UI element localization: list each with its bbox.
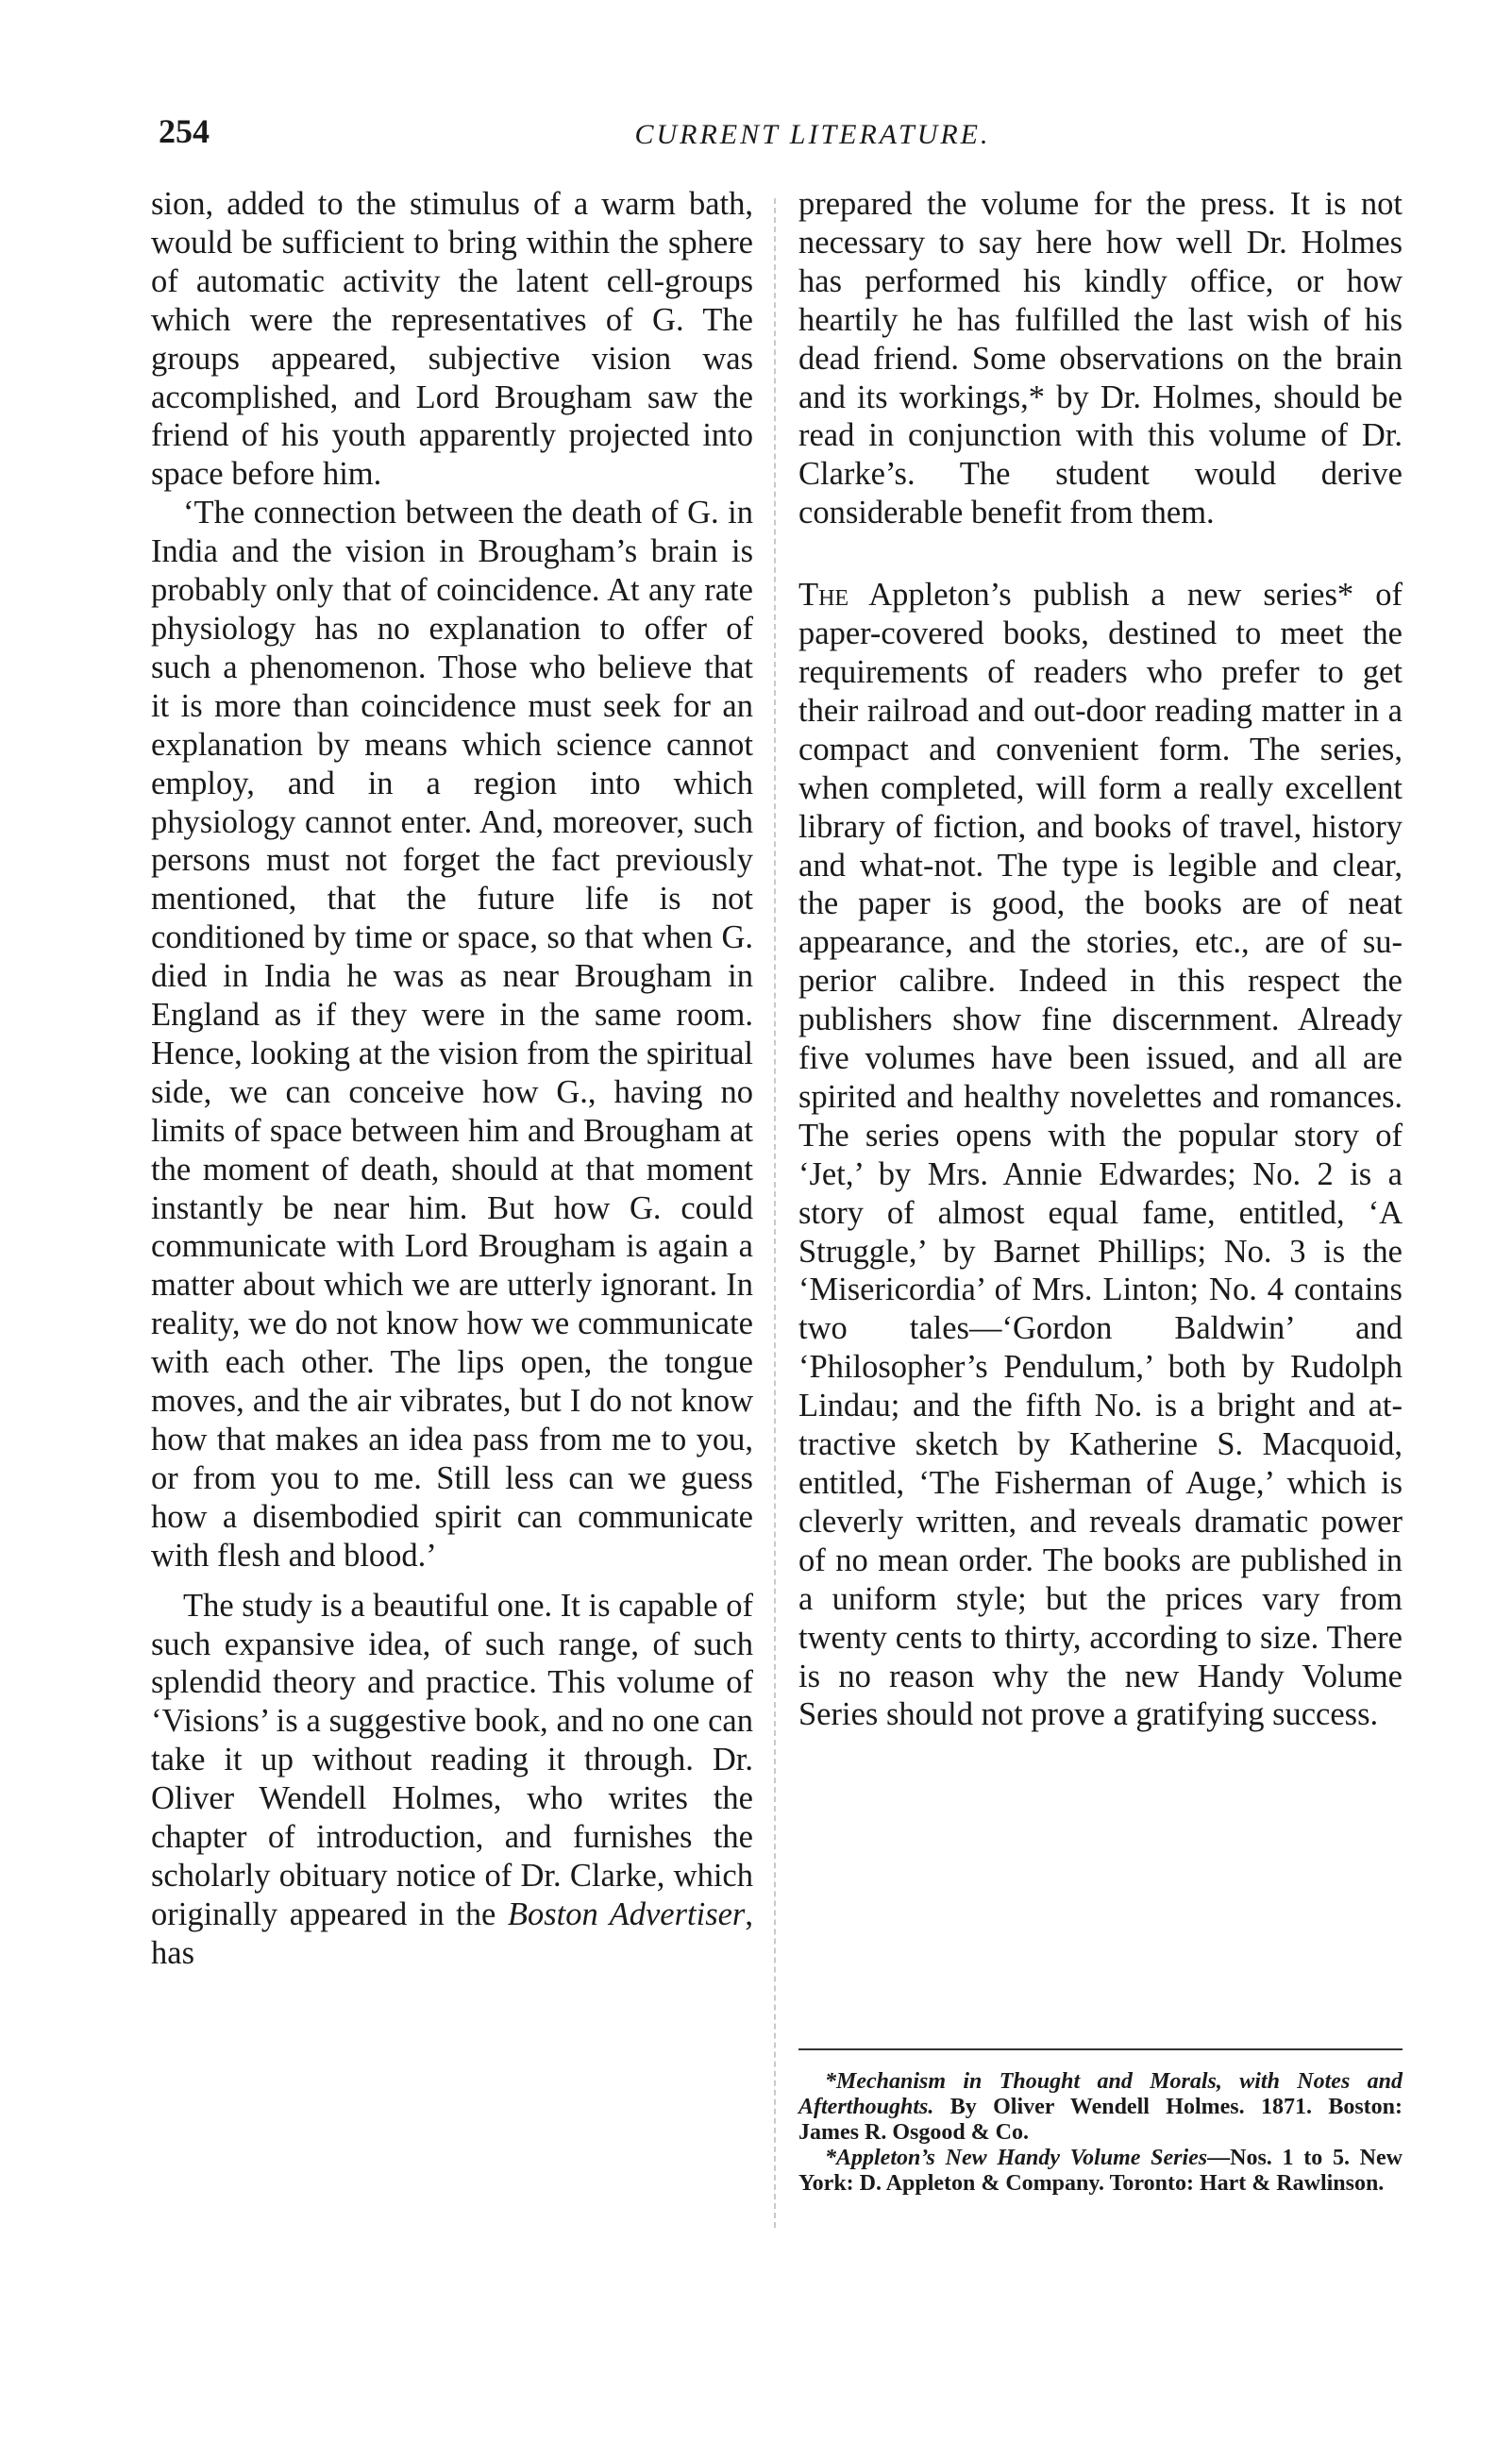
footnote-2: [798, 2146, 1403, 2197]
right-paragraph-2-text: Appleton’s publish a new series* of paper-covered books, destined to meet the requirements of readers who prefer to get their railroad and out-door reading matter in a compact and convenient form. The series, when completed, will form a really excellent library of fiction, and books of travel, history and what-not. The type is legible and clear, the paper is good, the books are of neat appearance, and the stories, etc., are of superior calibre. Indeed in this respect the publishers show fine discernment. Already five volumes have been issued, and all are spirited and healthy novelettes and romances. The series opens with the popular story of ‘Jet,’ by Mrs. Annie Edwardes; No. 2 is a story of almost equal fame, entitled, ‘A Struggle,’ by Barnet Phillips; No. 3 is the ‘Misericordia’ of Mrs. Linton; No. 4 contains two tales—‘Gordon Baldwin’ and ‘Philosopher’s Pendulum,’ both by Rudolph Lindau; and the fifth No. is a bright and attractive sketch by Katherine S. Macquoid, entitled, ‘The Fisherman of Auge,’ which is cleverly written, and reveals dramatic power of no mean order. The books are published in a uniform style; but the prices vary from twenty cents to thirty, according to size. There is no reason why the new Handy Volume Series should not prove a gratifying success.: [798, 577, 1403, 1733]
footnote-1-details: By Oliver Wendell Holmes. 1871. Boston: James R. Osgood & Co.: [798, 2095, 1403, 2145]
column-divider: [774, 198, 776, 2228]
page-number: 254: [159, 112, 210, 150]
left-paragraph-2: ‘The connection between the death of G. in India and the vision in Brougham’s brain is probably only that of coincidence. At any rate physiology has no explanation to offer of such a phenomenon. Those who believe that it is more than coincidence must seek for an explanation by means which science cannot employ, and in a region into which physiology cannot enter. And, moreover, such persons must not forget the fact previously mentioned, that the future life is not conditioned by time or space, so that when G. died in India he was as near Brougham in England as if they were in the same room. Hence, looking at the vision from the spiritual side, we can conceive how G., having no limits of space between him and Brougham at the moment of death, should at that moment instantly be near him. But how G. could communicate with Lord Brougham is again a matter about which we are utterly ignorant. In reality, we do not know how we communicate with each other. The lips open, the tongue moves, and the air vibrates, but I do not know how that makes an idea pass from me to you, or from you to me. Still less can we guess how a disembodied spirit can communicate with flesh and blood.’: [151, 495, 753, 1574]
footnote-1-title: *Mechanism in Thought and Morals, with Notes and Afterthoughts.: [798, 2069, 1403, 2119]
running-head: CURRENT LITERATURE.: [634, 119, 991, 150]
left-column: [151, 185, 753, 1973]
left-paragraph-3-end: , has: [151, 1895, 753, 1971]
right-paragraph-2: [798, 576, 1403, 1734]
left-paragraph-3-text: The study is a beautiful one. It is capable of such expansive idea, of such range, of such splendid theory and practice. This volume of ‘Visions’ is a suggestive book, and no one can take it up without reading it through. Dr. Oliver Wendell Holmes, who writes the chapter of introduction, and furnishes the scholarly obituary notice of Dr. Clarke, which originally appeared in the: [151, 1587, 753, 1932]
footnote-2-details: —Nos. 1 to 5. New York: D. Appleton & Company. Toronto: Hart & Rawlinson.: [798, 2146, 1403, 2196]
footnote-rule: [798, 2048, 1403, 2050]
section-lead-word: The: [798, 577, 849, 614]
page-header: [0, 111, 1512, 168]
right-column: [798, 185, 1403, 1734]
footnotes: [798, 2069, 1403, 2197]
footnote-1: [798, 2069, 1403, 2146]
newspaper-title: Boston Advertiser: [507, 1895, 746, 1932]
left-paragraph-1: sion, added to the stimulus of a warm bath, would be sufficient to bring within the sphere of automatic activity the latent cell-groups which were the representatives of G. The groups appeared, subjective vision was accomplished, and Lord Brougham saw the friend of his youth apparently projected into space before him.: [151, 186, 753, 493]
footnote-2-title: *Appleton’s New Handy Volume Series: [825, 2146, 1208, 2170]
left-paragraph-3: [151, 1587, 753, 1973]
right-paragraph-1: prepared the volume for the press. It is not necessary to say here how well Dr. Holmes has performed his kindly office, or how heartily he has fulfilled the last wish of his dead friend. Some observations on the brain and its workings,* by Dr. Holmes, should be read in conjunction with this volume of Dr. Clarke’s. The student would derive considerable benefit from them.: [798, 186, 1403, 531]
